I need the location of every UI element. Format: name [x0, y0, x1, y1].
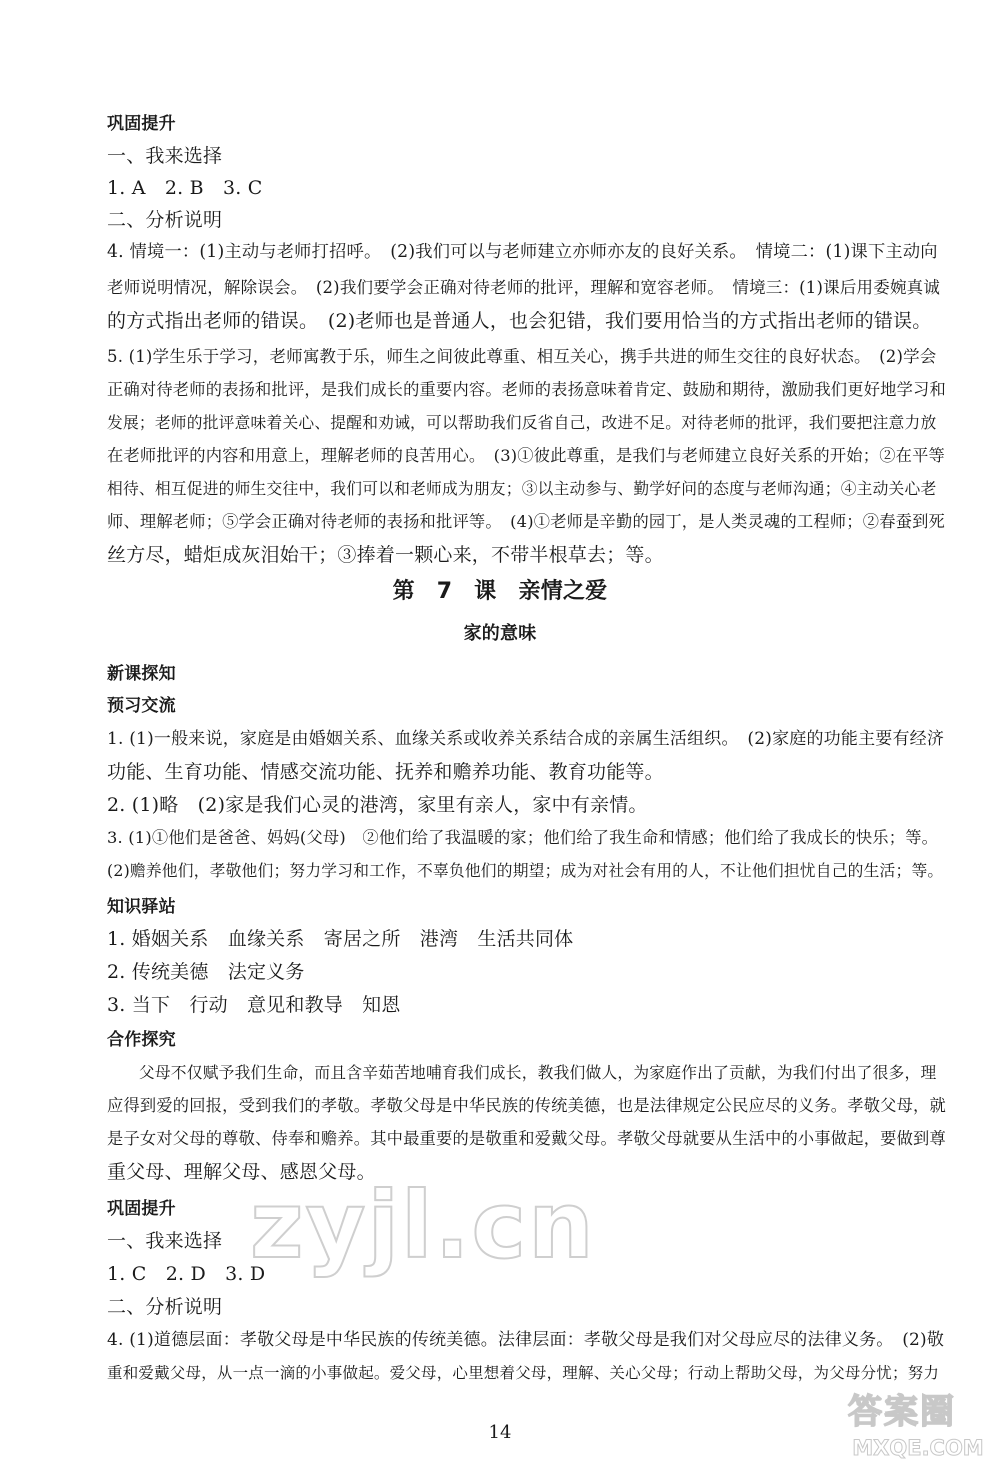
- section-heading: 巩固提升: [107, 1199, 176, 1219]
- answer-line: 3. 当下 行动 意见和教导 知恩: [107, 994, 401, 1016]
- answer-line: 1. C 2. D 3. D: [107, 1263, 266, 1285]
- corner-watermark: [838, 1392, 998, 1470]
- paragraph-line: 发展；老师的批评意味着关心、提醒和劝诫，可以帮助我们反省自己，改进不足。对待老师的批评，我们要把注意力放: [107, 413, 937, 432]
- watermark-url: MXQE.COM: [852, 1436, 984, 1460]
- answer-line: 1. A 2. B 3. C: [107, 177, 263, 199]
- paragraph-line: 3. (1)①他们是爸爸、妈妈(父母) ②他们给了我温暖的家；他们给了我生命和情感；他们给了我成长的快乐；等。: [107, 828, 939, 847]
- part-title: 一、我来选择: [107, 1230, 223, 1252]
- paragraph-line: 1. (1)一般来说，家庭是由婚姻关系、血缘关系或收养关系结合成的亲属生活组织。 (2)家庭的功能主要有经济: [107, 729, 945, 749]
- section-heading: 合作探究: [107, 1030, 176, 1050]
- paragraph-line: 师、理解老师；⑤学会正确对待老师的表扬和批评等。 (4)①老师是辛勤的园丁，是人类灵魂的工程师；②春蚕到死: [107, 512, 945, 531]
- paragraph-line: 4. (1)道德层面：孝敬父母是中华民族的传统美德。法律层面：孝敬父母是我们对父母应尽的法律义务。 (2)敬: [107, 1330, 945, 1350]
- watermark-text: zyjl.cn: [250, 1172, 596, 1279]
- paragraph-line: 重父母、理解父母、感恩父母。: [107, 1161, 376, 1183]
- part-title: 二、分析说明: [107, 209, 223, 231]
- paragraph-line: 老师说明情况，解除误会。 (2)我们要学会正确对待老师的批评，理解和宽容老师。 情境三：(1)课后用委婉真诚: [107, 278, 941, 297]
- paragraph-line: 应得到爱的回报，受到我们的孝敬。孝敬父母是中华民族的传统美德，也是法律规定公民应尽的义务。孝敬父母，就: [107, 1096, 946, 1115]
- paragraph-line: 丝方尽，蜡炬成灰泪始干；③捧着一颗心来，不带半根草去；等。: [107, 544, 664, 566]
- paragraph-line: 的方式指出老师的错误。 (2)老师也是普通人，也会犯错，我们要用恰当的方式指出老师的错误。: [107, 310, 932, 332]
- page-number: 14: [488, 1422, 512, 1443]
- part-title: 二、分析说明: [107, 1296, 223, 1318]
- paragraph-line: 功能、生育功能、情感交流功能、抚养和赡养功能、教育功能等。: [107, 761, 664, 783]
- paragraph-line: 在老师批评的内容和用意上，理解老师的良苦用心。 (3)①彼此尊重，是我们与老师建立良好关系的开始；②在平等: [107, 446, 945, 465]
- part-title: 一、我来选择: [107, 145, 223, 167]
- section-heading: 巩固提升: [107, 114, 176, 134]
- watermark-stamp: 答案圈: [848, 1392, 956, 1432]
- section-heading: 预习交流: [107, 696, 176, 716]
- paragraph-line: 是子女对父母的尊敬、侍奉和赡养。其中最重要的是敬重和爱戴父母。孝敬父母就要从生活中的小事做起，要做到尊: [107, 1129, 946, 1148]
- paragraph-line: 正确对待老师的表扬和批评，是我们成长的重要内容。老师的表扬意味着肯定、鼓励和期待，激励我们更好地学习和: [107, 380, 946, 399]
- paragraph-line: 5. (1)学生乐于学习，老师寓教于乐，师生之间彼此尊重、相互关心，携手共进的师生交往的良好状态。 (2)学会: [107, 347, 937, 366]
- section-heading: 知识驿站: [107, 897, 176, 917]
- lesson-subtitle: 家的意味: [463, 623, 537, 644]
- paragraph-line: 2. (1)略 (2)家是我们心灵的港湾，家里有亲人，家中有亲情。: [107, 794, 648, 816]
- section-heading: 新课探知: [107, 664, 176, 684]
- lesson-title: 第 7 课 亲情之爱: [392, 579, 608, 604]
- paragraph-line: 父母不仅赋予我们生命，而且含辛茹苦地哺育我们成长，教我们做人，为家庭作出了贡献，为我们付出了很多，理: [107, 1063, 937, 1082]
- paragraph-line: 相待、相互促进的师生交往中，我们可以和老师成为朋友；③以主动参与、勤学好问的态度与老师沟通；④主动关心老: [107, 479, 937, 498]
- answer-line: 2. 传统美德 法定义务: [107, 961, 305, 983]
- answer-line: 1. 婚姻关系 血缘关系 寄居之所 港湾 生活共同体: [107, 928, 574, 950]
- paragraph-line: 重和爱戴父母，从一点一滴的小事做起。爱父母，心里想着父母，理解、关心父母；行动上帮助父母，为父母分忧；努力: [107, 1364, 940, 1382]
- paragraph-line: (2)赡养他们，孝敬他们；努力学习和工作，不辜负他们的期望；成为对社会有用的人，不让他们担忧自己的生活；等。: [107, 861, 944, 880]
- paragraph-line: 4. 情境一：(1)主动与老师打招呼。 (2)我们可以与老师建立亦师亦友的良好关系。 情境二：(1)课下主动向: [107, 242, 938, 262]
